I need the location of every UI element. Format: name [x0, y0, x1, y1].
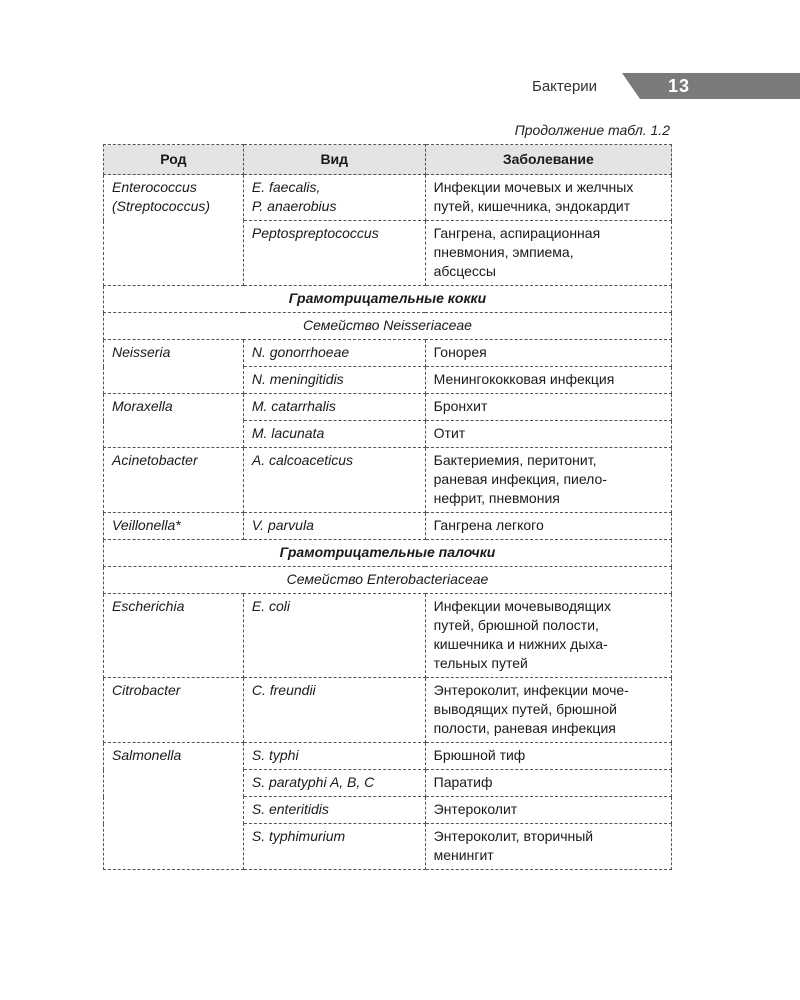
disease-line: абсцессы	[433, 263, 496, 279]
species-line: P. anaerobius	[251, 198, 337, 214]
disease-cell	[425, 743, 671, 770]
species-cell: C. freundii	[243, 678, 425, 743]
species-cell: M. lacunata	[243, 421, 425, 448]
family-row	[104, 313, 672, 340]
genus-cell: Neisseria	[104, 340, 244, 394]
disease-line: полости, раневая инфекция	[433, 720, 616, 736]
table-row	[104, 594, 672, 678]
genus-cell: Escherichia	[104, 594, 244, 678]
disease-line: Бактериемия, перитонит,	[433, 452, 597, 468]
species-cell: V. parvula	[243, 513, 425, 540]
column-header-species: Вид	[243, 145, 425, 175]
species-cell: Peptospreptococcus	[243, 221, 425, 286]
disease-line: Энтероколит, инфекции моче-	[433, 682, 629, 698]
genus-line: (Streptococcus)	[112, 198, 211, 214]
section-row	[104, 286, 672, 313]
disease-cell: Гонорея	[425, 340, 671, 367]
genus-cell: Acinetobacter	[104, 448, 244, 513]
table-row	[104, 448, 672, 513]
genus-cell	[104, 175, 244, 286]
species-cell: S. enteritidis	[243, 797, 425, 824]
bacteria-table	[103, 144, 672, 870]
disease-line: Инфекции мочевыводящих	[433, 598, 611, 614]
section-heading-rods: Грамотрицательные палочки	[104, 540, 672, 567]
disease-line: Инфекции мочевых и желчных	[433, 179, 634, 195]
species-cell	[243, 175, 425, 221]
genus-cell: Salmonella	[104, 743, 244, 870]
disease-cell: Гангрена легкого	[425, 513, 671, 540]
disease-line: Энтероколит	[433, 801, 518, 817]
disease-line: Гангрена, аспирационная	[433, 225, 601, 241]
disease-line: выводящих путей, брюшной	[433, 701, 617, 717]
table-row	[104, 394, 672, 421]
species-line: E. faecalis,	[251, 179, 321, 195]
species-cell: N. meningitidis	[243, 367, 425, 394]
disease-cell	[425, 678, 671, 743]
table-header-row	[104, 145, 672, 175]
genus-cell: Moraxella	[104, 394, 244, 448]
section-row	[104, 540, 672, 567]
species-cell: S. paratyphi A, B, C	[243, 770, 425, 797]
disease-line: пневмония, эмпиема,	[433, 244, 574, 260]
family-heading-enterobacteriaceae: Семейство Enterobacteriaceae	[104, 567, 672, 594]
disease-line: Паратиф	[433, 774, 493, 790]
disease-cell: Отит	[425, 421, 671, 448]
table-row	[104, 175, 672, 221]
species-cell: M. catarrhalis	[243, 394, 425, 421]
disease-line: тельных путей	[433, 655, 528, 671]
disease-line: раневая инфекция, пиело-	[433, 471, 607, 487]
disease-line: Энтероколит, вторичный	[433, 828, 594, 844]
disease-line: путей, кишечника, эндокардит	[433, 198, 631, 214]
disease-line: нефрит, пневмония	[433, 490, 560, 506]
disease-cell: Менингококковая инфекция	[425, 367, 671, 394]
disease-cell	[425, 175, 671, 221]
disease-cell	[425, 221, 671, 286]
genus-cell: Citrobacter	[104, 678, 244, 743]
section-heading-cocci: Грамотрицательные кокки	[104, 286, 672, 313]
disease-cell	[425, 824, 671, 870]
table-row	[104, 340, 672, 367]
species-cell: N. gonorrhoeae	[243, 340, 425, 367]
disease-line: менингит	[433, 847, 494, 863]
disease-cell	[425, 594, 671, 678]
family-heading-neisseriaceae: Семейство Neisseriaceae	[104, 313, 672, 340]
species-cell: S. typhi	[243, 743, 425, 770]
species-cell: S. typhimurium	[243, 824, 425, 870]
genus-cell: Veillonella*	[104, 513, 244, 540]
species-cell: E. coli	[243, 594, 425, 678]
column-header-disease: Заболевание	[425, 145, 671, 175]
table-row	[104, 743, 672, 770]
species-cell: A. calcoaceticus	[243, 448, 425, 513]
table-continuation-caption: Продолжение табл. 1.2	[514, 122, 670, 138]
disease-cell	[425, 448, 671, 513]
table-row	[104, 678, 672, 743]
table-row	[104, 513, 672, 540]
running-header-title: Бактерии	[532, 78, 598, 95]
genus-line: Enterococcus	[112, 179, 197, 195]
disease-cell: Бронхит	[425, 394, 671, 421]
disease-cell	[425, 797, 671, 824]
column-header-genus: Род	[104, 145, 244, 175]
page-number-tab	[622, 73, 800, 99]
page-number: 13	[668, 76, 691, 96]
disease-line: Брюшной тиф	[433, 747, 526, 763]
disease-line: кишечника и нижних дыха-	[433, 636, 608, 652]
disease-cell	[425, 770, 671, 797]
disease-line: путей, брюшной полости,	[433, 617, 599, 633]
family-row	[104, 567, 672, 594]
